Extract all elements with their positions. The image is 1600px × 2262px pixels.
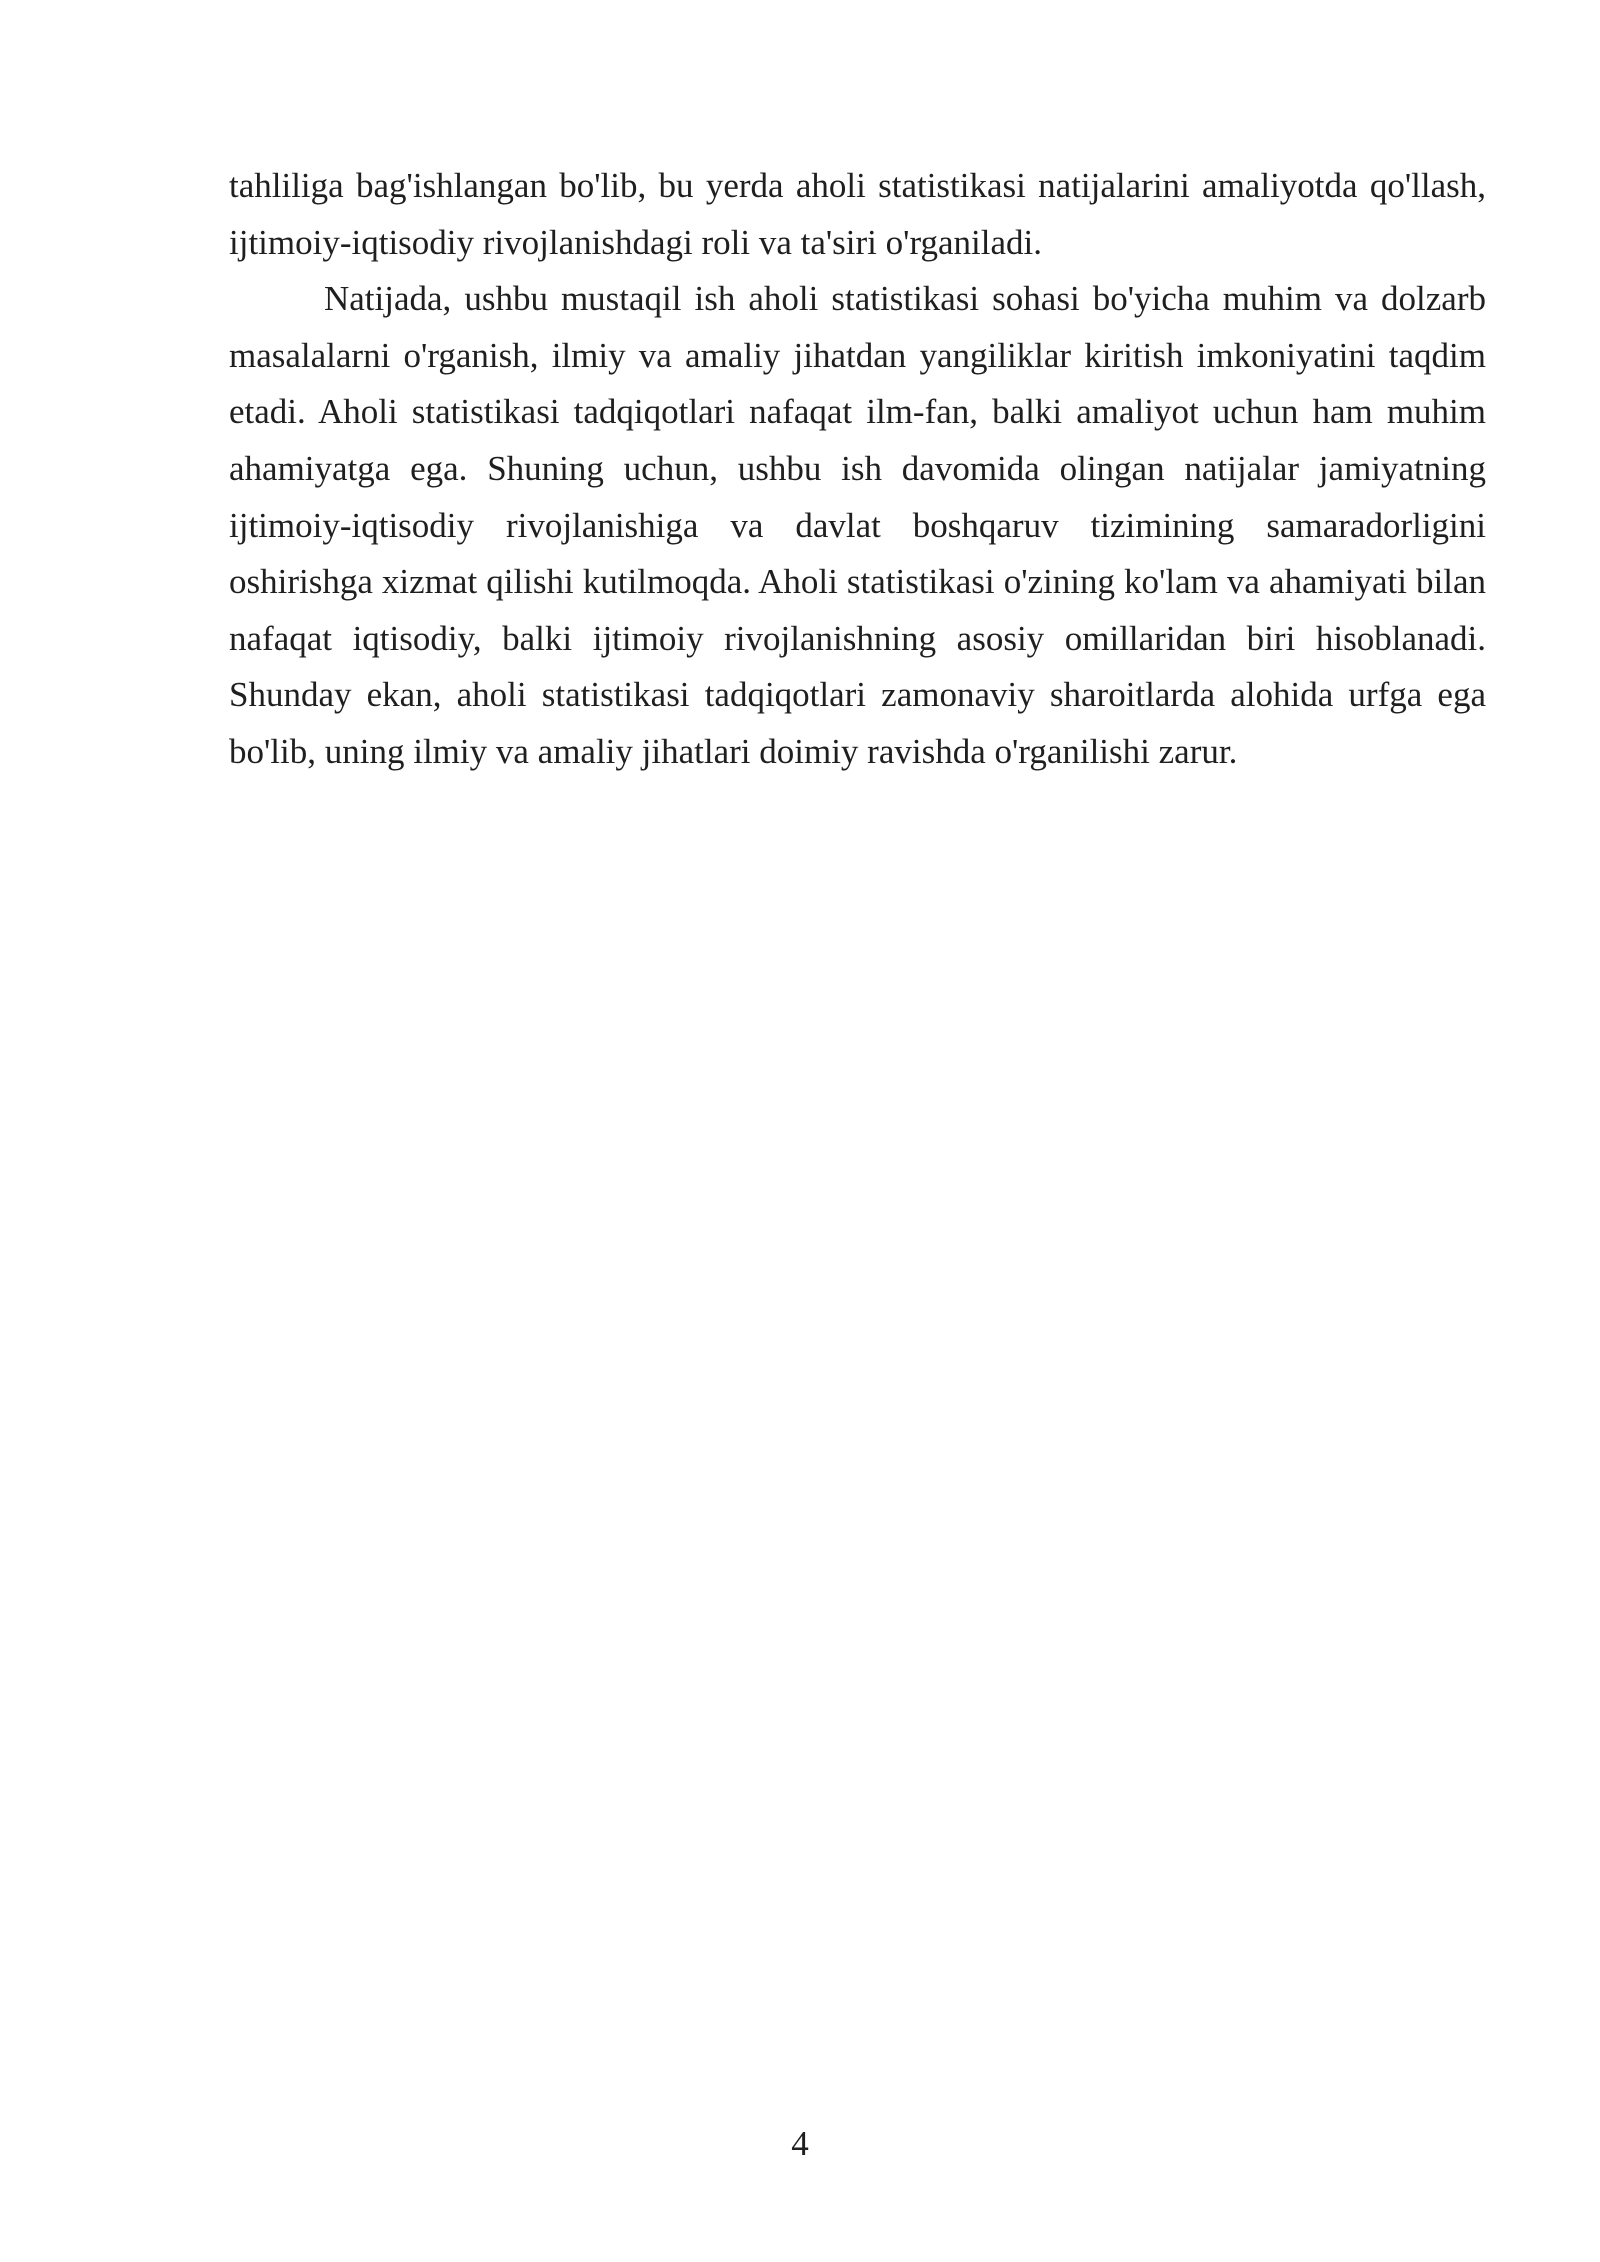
page-number: 4 bbox=[791, 2124, 809, 2163]
paragraph-conclusion: Natijada, ushbu mustaqil ish aholi statistikasi sohasi bo'yicha muhim va dolzarb masalalarni o'rganish, ilmiy va amaliy jihatdan yangiliklar kiritish imkoniyatini taqdim etadi. Aholi statistikasi tadqiqotlari nafaqat ilm-fan, balki amaliyot uchun ham muhim ahamiyatga ega. Shuning uchun, ushbu ish davomida olingan natijalar jamiyatning ijtimoiy-iqtisodiy rivojlanishiga va davlat boshqaruv tizimining samaradorligini oshirishga xizmat qilishi kutilmoqda. Aholi statistikasi o'zining ko'lam va ahamiyati bilan nafaqat iqtisodiy, balki ijtimoiy rivojlanishning asosiy omillaridan biri hisoblanadi. Shunday ekan, aholi statistikasi tadqiqotlari zamonaviy sharoitlarda alohida urfga ega bo'lib, uning ilmiy va amaliy jihatlari doimiy ravishda o'rganilishi zarur. bbox=[229, 279, 1486, 771]
body-text bbox=[229, 158, 1486, 781]
paragraph-continuation: tahliliga bag'ishlangan bo'lib, bu yerda aholi statistikasi natijalarini amaliyotda qo'llash, ijtimoiy-iqtisodiy rivojlanishdagi roli va ta'siri o'rganiladi. bbox=[229, 166, 1486, 262]
